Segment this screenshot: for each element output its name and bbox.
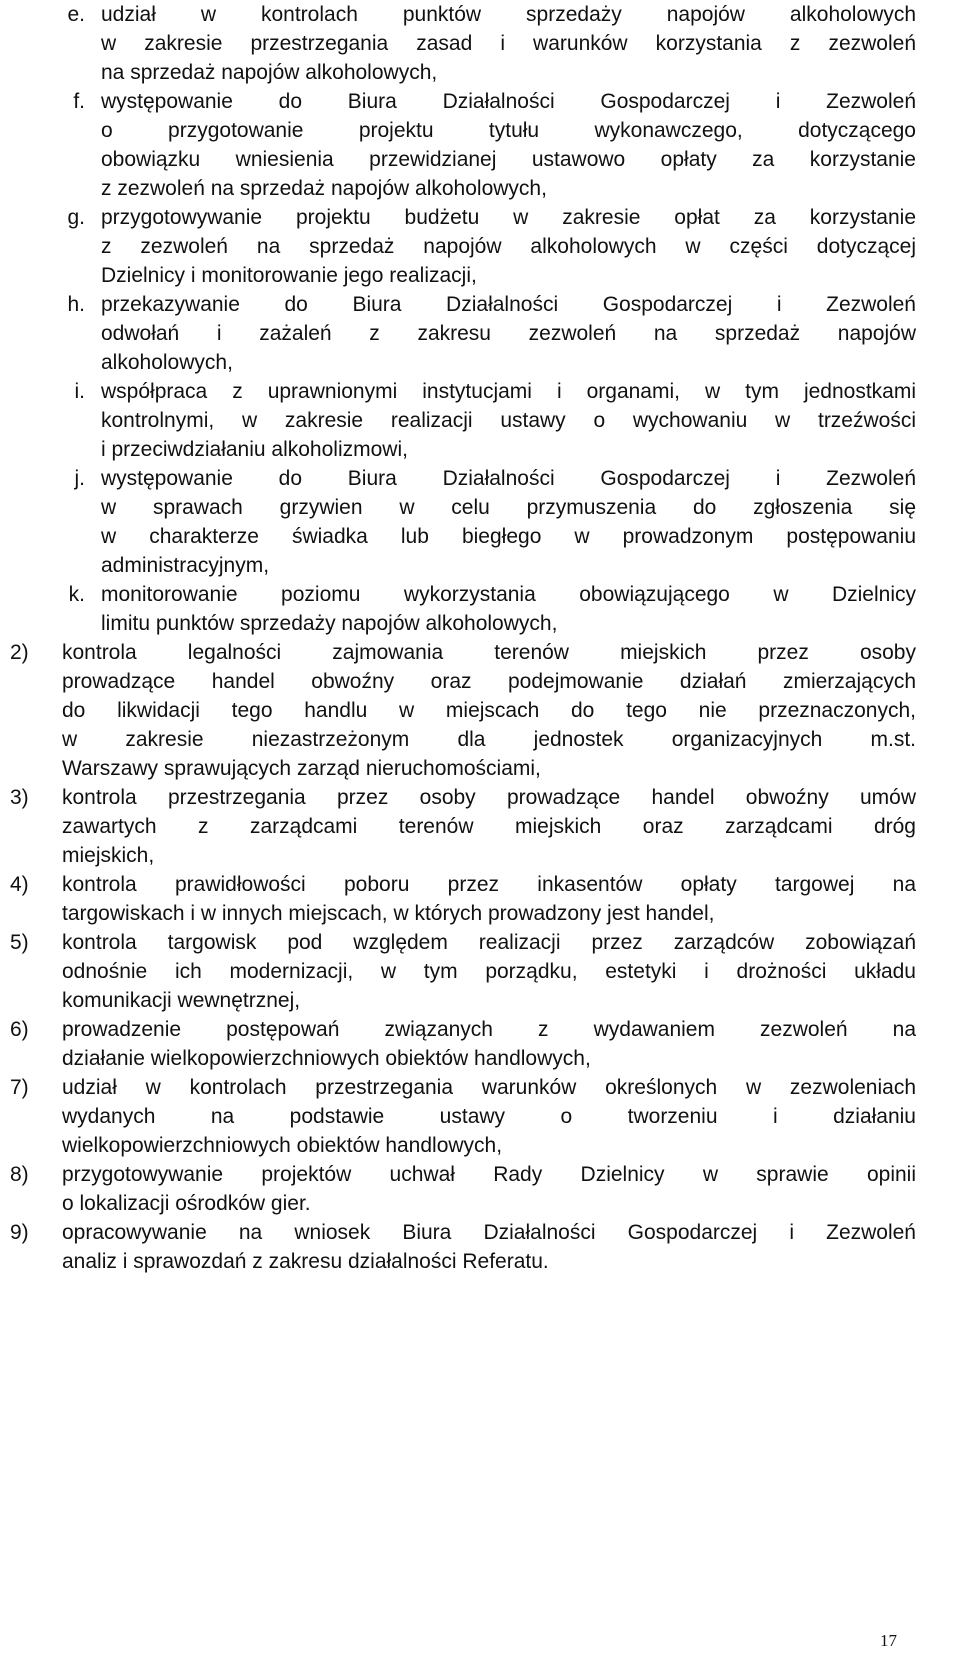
text-line: administracyjnym, [101, 554, 270, 577]
text-line: przekazywanie do Biura Działalności Gospodarczej i Zezwoleń [101, 293, 916, 316]
list-marker: i. [74, 380, 85, 403]
text-line: do likwidacji tego handlu w miejscach do tego nie przeznaczonych, [62, 699, 916, 722]
text-line: wielkopowierzchniowych obiektów handlowych, [62, 1134, 503, 1157]
list-marker: 4) [10, 873, 29, 896]
list-marker: 2) [10, 641, 29, 664]
list-marker: 9) [10, 1221, 29, 1244]
text-line: wydanych na podstawie ustawy o tworzeniu i działaniu [62, 1105, 916, 1128]
list-marker: j. [74, 467, 85, 490]
text-line: w charakterze świadka lub biegłego w prowadzonym postępowaniu [101, 525, 916, 548]
list-marker: 7) [10, 1076, 29, 1099]
text-line: odwołań i zażaleń z zakresu zezwoleń na sprzedaż napojów [101, 322, 916, 345]
item-text [101, 87, 916, 203]
text-line: występowanie do Biura Działalności Gospodarczej i Zezwoleń [101, 90, 916, 113]
text-line: współpraca z uprawnionymi instytucjami i organami, w tym jednostkami [101, 380, 916, 403]
text-line: kontrola prawidłowości poboru przez inkasentów opłaty targowej na [62, 873, 916, 896]
text-line: przygotowywanie projektu budżetu w zakresie opłat za korzystanie [101, 206, 916, 229]
text-line: zawartych z zarządcami terenów miejskich oraz zarządcami dróg [62, 815, 916, 838]
list-marker: f. [73, 90, 85, 113]
text-line: udział w kontrolach punktów sprzedaży napojów alkoholowych [101, 3, 916, 26]
item-text [101, 464, 916, 580]
text-line: prowadzące handel obwoźny oraz podejmowanie działań zmierzających [62, 670, 916, 693]
item-text [101, 290, 916, 377]
list-marker: 3) [10, 786, 29, 809]
text-line: kontrola legalności zajmowania terenów miejskich przez osoby [62, 641, 916, 664]
text-line: targowiskach i w innych miejscach, w których prowadzony jest handel, [62, 902, 715, 925]
item-text [62, 783, 916, 870]
item-text [62, 1015, 916, 1073]
text-line: limitu punktów sprzedaży napojów alkoholowych, [101, 612, 558, 635]
item-text [101, 0, 916, 87]
item-text [101, 377, 916, 464]
text-line: o przygotowanie projektu tytułu wykonawczego, dotyczącego [101, 119, 916, 142]
text-line: udział w kontrolach przestrzegania warunków określonych w zezwoleniach [62, 1076, 916, 1099]
item-text [62, 1073, 916, 1160]
item-text [62, 928, 916, 1015]
text-line: na sprzedaż napojów alkoholowych, [101, 61, 438, 84]
text-line: monitorowanie poziomu wykorzystania obowiązującego w Dzielnicy [101, 583, 916, 606]
text-line: komunikacji wewnętrznej, [62, 989, 301, 1012]
page-number: 17 [880, 1631, 897, 1650]
text-line: Warszawy sprawujących zarząd nieruchomościami, [62, 757, 541, 780]
item-text [62, 1218, 916, 1276]
item-text [101, 580, 916, 638]
text-line: w zakresie niezastrzeżonym dla jednostek organizacyjnych m.st. [62, 728, 916, 751]
text-line: kontrola przestrzegania przez osoby prowadzące handel obwoźny umów [62, 786, 916, 809]
item-text [62, 870, 916, 928]
list-marker: g. [67, 206, 85, 229]
text-line: występowanie do Biura Działalności Gospodarczej i Zezwoleń [101, 467, 916, 490]
text-line: z zezwoleń na sprzedaż napojów alkoholowych w części dotyczącej [101, 235, 916, 258]
item-text [101, 203, 916, 290]
list-marker: h. [67, 293, 85, 316]
text-line: w zakresie przestrzegania zasad i warunków korzystania z zezwoleń [101, 32, 916, 55]
text-line: analiz i sprawozdań z zakresu działalności Referatu. [62, 1250, 549, 1273]
text-line: odnośnie ich modernizacji, w tym porządku, estetyki i drożności układu [62, 960, 916, 983]
text-line: Dzielnicy i monitorowanie jego realizacji, [101, 264, 477, 287]
text-line: opracowywanie na wniosek Biura Działalności Gospodarczej i Zezwoleń [62, 1221, 916, 1244]
text-line: o lokalizacji ośrodków gier. [62, 1192, 311, 1215]
text-line: alkoholowych, [101, 351, 233, 374]
text-line: kontrola targowisk pod względem realizacji przez zarządców zobowiązań [62, 931, 916, 954]
text-line: prowadzenie postępowań związanych z wydawaniem zezwoleń na [62, 1018, 916, 1041]
list-marker: 5) [10, 931, 29, 954]
text-line: z zezwoleń na sprzedaż napojów alkoholowych, [101, 177, 547, 200]
item-text [62, 638, 916, 783]
text-line: miejskich, [62, 844, 155, 867]
text-line: i przeciwdziałaniu alkoholizmowi, [101, 438, 408, 461]
text-line: przygotowywanie projektów uchwał Rady Dzielnicy w sprawie opinii [62, 1163, 916, 1186]
list-marker: e. [67, 3, 85, 26]
item-text [62, 1160, 916, 1218]
list-marker: 6) [10, 1018, 29, 1041]
list-marker: 8) [10, 1163, 29, 1186]
list-marker: k. [68, 583, 85, 606]
text-line: obowiązku wniesienia przewidzianej ustawowo opłaty za korzystanie [101, 148, 916, 171]
text-line: w sprawach grzywien w celu przymuszenia do zgłoszenia się [101, 496, 916, 519]
text-line: kontrolnymi, w zakresie realizacji ustawy o wychowaniu w trzeźwości [101, 409, 916, 432]
text-line: działanie wielkopowierzchniowych obiektów handlowych, [62, 1047, 591, 1070]
